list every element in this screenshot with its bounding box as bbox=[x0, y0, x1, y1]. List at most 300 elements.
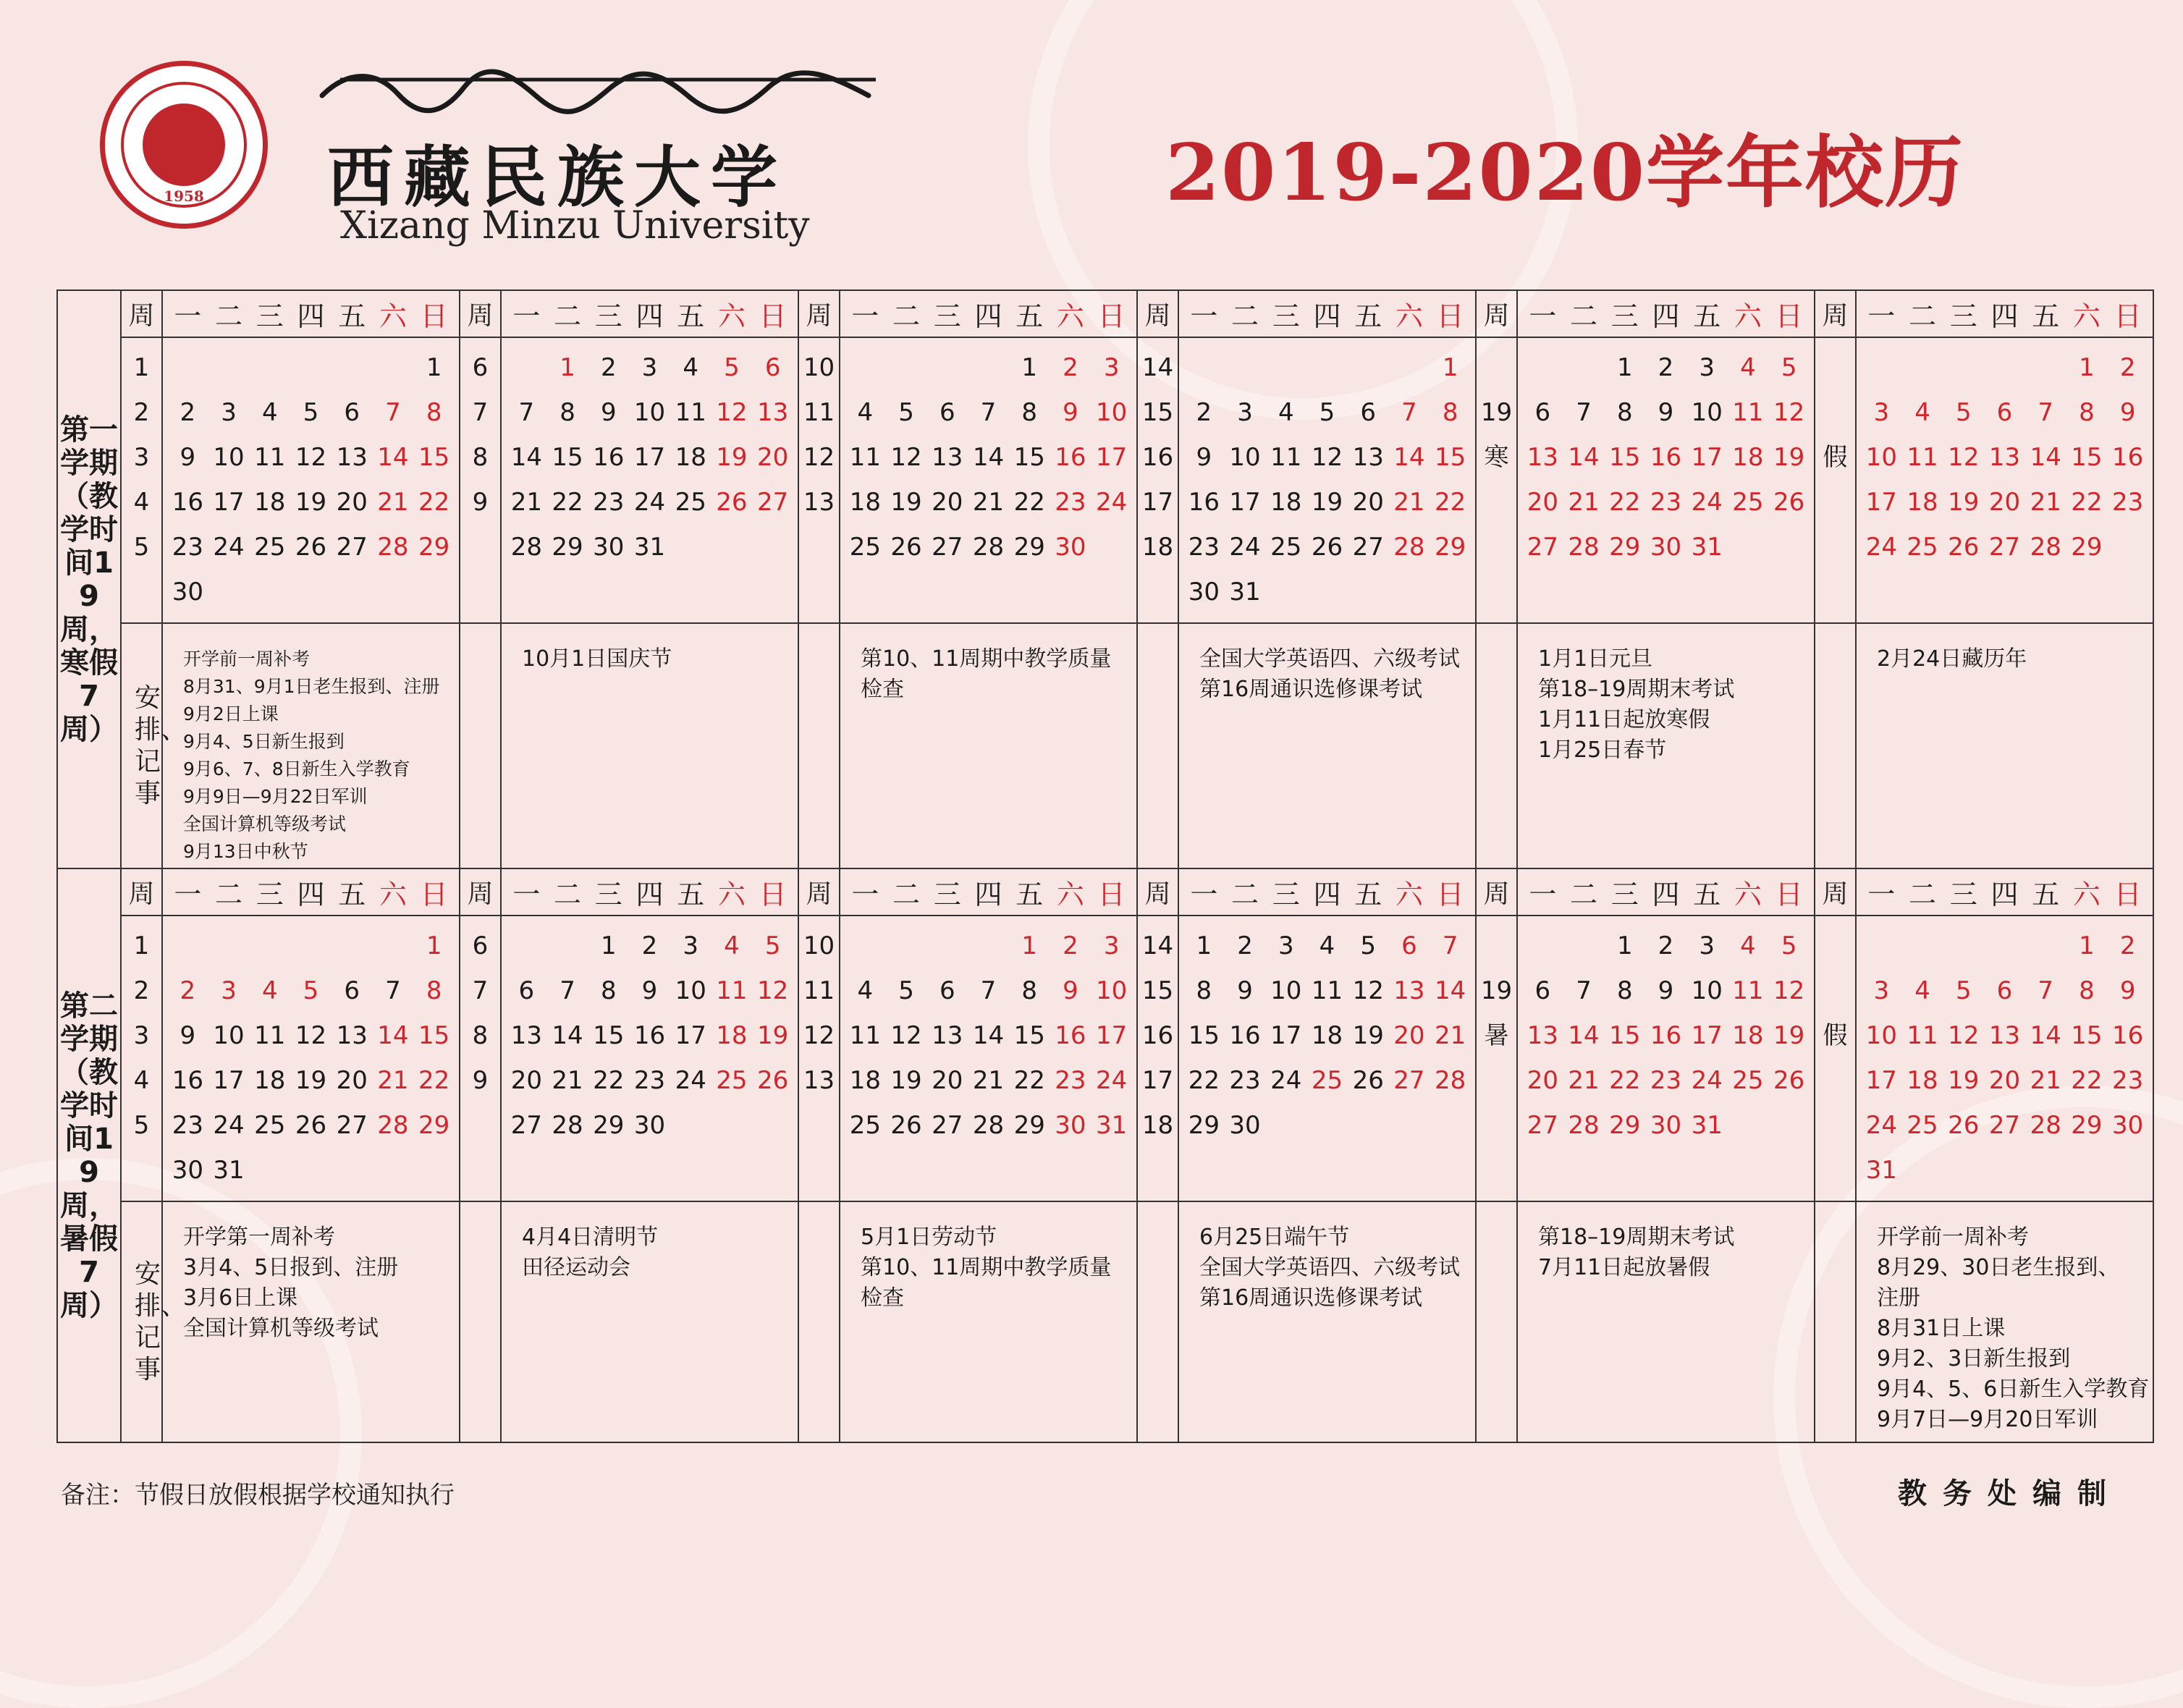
week-number bbox=[1477, 345, 1516, 390]
week-number: 19 bbox=[1480, 397, 1513, 427]
calendar-day: 28 bbox=[510, 532, 542, 562]
calendar-day: 23 bbox=[1055, 487, 1086, 517]
calendar-day: 30 bbox=[1229, 1110, 1261, 1140]
arrangements-label: 安排、记事 bbox=[121, 623, 162, 868]
calendar-day: 28 bbox=[972, 532, 1005, 562]
calendar-day: 28 bbox=[1568, 1110, 1600, 1140]
arrangements-notes bbox=[840, 623, 1137, 868]
calendar-day: 13 bbox=[932, 442, 963, 472]
calendar-day: 18 bbox=[1732, 442, 1764, 472]
week-number bbox=[1815, 1058, 1855, 1103]
calendar-day: 5 bbox=[898, 976, 914, 1005]
weekday-label: 六 bbox=[1395, 300, 1423, 332]
calendar-day: 15 bbox=[1435, 442, 1466, 472]
calendar-day: 14 bbox=[552, 1020, 583, 1050]
note-line: 注册 bbox=[1877, 1285, 1920, 1311]
week-number: 9 bbox=[472, 487, 489, 517]
calendar-day: 14 bbox=[972, 1020, 1005, 1050]
empty-day bbox=[208, 923, 250, 968]
calendar-day: 26 bbox=[890, 532, 922, 562]
calendar-day: 8 bbox=[1616, 397, 1633, 427]
calendar-day: 19 bbox=[1352, 1020, 1384, 1050]
calendar-day: 15 bbox=[418, 1020, 450, 1050]
week-numbers bbox=[1476, 916, 1517, 1201]
calendar-day: 9 bbox=[1063, 397, 1078, 427]
calendar-day: 21 bbox=[552, 1065, 583, 1095]
calendar-day: 1 bbox=[1021, 352, 1038, 382]
school-calendar-table bbox=[56, 289, 2154, 1443]
calendar-day: 5 bbox=[898, 397, 914, 427]
empty-day bbox=[1902, 923, 1943, 968]
note-line: 3月6日上课 bbox=[183, 1285, 298, 1311]
week-number bbox=[1815, 1103, 1855, 1148]
calendar-day: 1 bbox=[1021, 931, 1038, 960]
calendar-day: 12 bbox=[1948, 442, 1980, 472]
calendar-day: 13 bbox=[757, 397, 789, 427]
month-dates bbox=[1178, 337, 1476, 623]
weekday-label: 六 bbox=[1056, 300, 1084, 332]
calendar-day: 23 bbox=[593, 487, 625, 517]
footer-note: 备注：节假日放假根据学校通知执行 bbox=[61, 1481, 455, 1510]
calendar-day: 2 bbox=[180, 397, 196, 427]
arrangements-label: 安排、记事 bbox=[121, 1201, 162, 1442]
empty-day bbox=[547, 923, 588, 968]
calendar-day: 21 bbox=[1568, 1065, 1600, 1095]
week-number bbox=[1477, 923, 1516, 968]
calendar-day: 1 bbox=[1616, 931, 1633, 960]
weekday-label: 日 bbox=[759, 300, 787, 332]
weekday-label: 三 bbox=[1949, 878, 1977, 910]
arrangements-label bbox=[1137, 1201, 1178, 1442]
calendar-day: 15 bbox=[1609, 1020, 1641, 1050]
weekday-label: 六 bbox=[379, 300, 407, 332]
weekday-label: 二 bbox=[1231, 878, 1259, 910]
calendar-day: 27 bbox=[510, 1110, 542, 1140]
calendar-day: 12 bbox=[890, 442, 922, 472]
calendar-day: 18 bbox=[1907, 487, 1938, 517]
calendar-day: 23 bbox=[1055, 1065, 1086, 1095]
week-number: 5 bbox=[133, 1110, 150, 1140]
calendar-day: 20 bbox=[1393, 1020, 1425, 1050]
calendar-day: 10 bbox=[1270, 976, 1302, 1005]
calendar-day: 5 bbox=[1360, 931, 1377, 960]
week-number: 2 bbox=[133, 976, 150, 1005]
calendar-day: 26 bbox=[716, 487, 748, 517]
calendar-day: 15 bbox=[2071, 442, 2103, 472]
weekday-label: 五 bbox=[1354, 878, 1382, 910]
calendar-day: 6 bbox=[1401, 931, 1417, 960]
empty-day bbox=[2025, 345, 2066, 390]
arrangements-notes bbox=[840, 1201, 1137, 1442]
note-line: 9月13日中秋节 bbox=[183, 841, 308, 863]
calendar-day: 16 bbox=[172, 1065, 203, 1095]
week-numbers bbox=[1137, 337, 1178, 623]
calendar-day: 22 bbox=[418, 1065, 450, 1095]
calendar-day: 20 bbox=[932, 1065, 963, 1095]
calendar-day: 19 bbox=[1773, 1020, 1805, 1050]
calendar-day: 16 bbox=[2112, 442, 2144, 472]
calendar-day: 22 bbox=[1609, 487, 1641, 517]
calendar-day: 11 bbox=[254, 1020, 286, 1050]
calendar-day: 18 bbox=[1907, 1065, 1938, 1095]
calendar-day: 14 bbox=[1568, 1020, 1600, 1050]
calendar-day: 21 bbox=[972, 487, 1005, 517]
calendar-day: 2 bbox=[1658, 931, 1674, 960]
note-line: 第18–19周期末考试 bbox=[1538, 1225, 1735, 1251]
calendar-day: 10 bbox=[1865, 442, 1897, 472]
calendar-day: 28 bbox=[2030, 532, 2061, 562]
calendar-day: 1 bbox=[560, 352, 575, 382]
week-number bbox=[1815, 968, 1855, 1013]
empty-day bbox=[373, 345, 414, 390]
weekday-headers bbox=[1856, 868, 2153, 916]
arrangements-notes bbox=[501, 623, 798, 868]
calendar-day: 10 bbox=[1229, 442, 1261, 472]
calendar-day: 29 bbox=[552, 532, 583, 562]
empty-day bbox=[1522, 345, 1563, 390]
calendar-day: 25 bbox=[1907, 532, 1938, 562]
week-number: 13 bbox=[803, 487, 835, 517]
semester-label: 第二学期（教学时间19周，暑假7周） bbox=[57, 868, 121, 1442]
empty-day bbox=[249, 923, 290, 968]
weekday-headers bbox=[501, 868, 798, 916]
weekday-label: 六 bbox=[717, 300, 746, 332]
calendar-day: 12 bbox=[1352, 976, 1384, 1005]
calendar-day: 27 bbox=[1988, 532, 2021, 562]
calendar-day: 24 bbox=[213, 532, 245, 562]
calendar-day: 5 bbox=[1781, 931, 1797, 960]
weekday-label: 三 bbox=[256, 300, 284, 332]
tibetan-script-logotype bbox=[318, 67, 883, 117]
calendar-day: 3 bbox=[1699, 931, 1715, 960]
calendar-day: 1 bbox=[1616, 352, 1633, 382]
week-number: 10 bbox=[803, 352, 835, 382]
week-number: 17 bbox=[1141, 1065, 1174, 1095]
week-number bbox=[1815, 390, 1855, 435]
calendar-day: 17 bbox=[633, 442, 666, 472]
calendar-day: 20 bbox=[1352, 487, 1384, 517]
calendar-day: 18 bbox=[675, 442, 706, 472]
week-number bbox=[1477, 1103, 1516, 1148]
calendar-day: 9 bbox=[2119, 976, 2136, 1005]
footer-department: 教务处编制 bbox=[1898, 1476, 2122, 1510]
calendar-day: 16 bbox=[1188, 487, 1220, 517]
calendar-day: 7 bbox=[980, 397, 997, 427]
calendar-day: 22 bbox=[418, 487, 450, 517]
calendar-day: 18 bbox=[849, 1065, 881, 1095]
calendar-day: 9 bbox=[180, 442, 196, 472]
week-number: 1 bbox=[133, 352, 150, 382]
calendar-day: 17 bbox=[1865, 1065, 1897, 1095]
note-line: 9月2、3日新生报到 bbox=[1877, 1346, 2071, 1372]
calendar-day: 29 bbox=[593, 1110, 625, 1140]
calendar-day: 27 bbox=[757, 487, 789, 517]
calendar-day: 2 bbox=[1237, 931, 1253, 960]
weekday-label: 二 bbox=[554, 878, 582, 910]
empty-day bbox=[1183, 345, 1225, 390]
calendar-day: 8 bbox=[426, 397, 442, 427]
weekday-label: 六 bbox=[1395, 878, 1423, 910]
arrangements-label bbox=[1476, 1201, 1517, 1442]
calendar-day: 15 bbox=[1013, 1020, 1045, 1050]
calendar-day: 28 bbox=[2030, 1110, 2061, 1140]
arrangements-label bbox=[1815, 623, 1856, 868]
calendar-day: 27 bbox=[932, 532, 963, 562]
calendar-day: 23 bbox=[1188, 532, 1220, 562]
calendar-day: 6 bbox=[1996, 976, 2013, 1005]
calendar-day: 14 bbox=[1393, 442, 1425, 472]
week-number: 17 bbox=[1141, 487, 1174, 517]
empty-day bbox=[1902, 345, 1943, 390]
calendar-day: 18 bbox=[849, 487, 881, 517]
calendar-day: 10 bbox=[633, 397, 666, 427]
calendar-day: 20 bbox=[1988, 1065, 2021, 1095]
calendar-day: 2 bbox=[1658, 352, 1674, 382]
month-dates bbox=[1856, 337, 2153, 623]
calendar-day: 4 bbox=[1319, 931, 1335, 960]
calendar-day: 6 bbox=[344, 397, 360, 427]
calendar-day: 27 bbox=[1527, 532, 1558, 562]
calendar-day: 11 bbox=[254, 442, 286, 472]
calendar-day: 25 bbox=[1907, 1110, 1938, 1140]
calendar-day: 28 bbox=[377, 1110, 409, 1140]
weekday-label: 三 bbox=[1949, 300, 1977, 332]
calendar-day: 22 bbox=[552, 487, 583, 517]
calendar-day: 15 bbox=[2071, 1020, 2103, 1050]
calendar-day: 19 bbox=[1311, 487, 1343, 517]
calendar-day: 12 bbox=[716, 397, 748, 427]
weekday-label: 一 bbox=[851, 878, 879, 910]
calendar-day: 29 bbox=[1013, 532, 1045, 562]
week-numbers bbox=[121, 337, 162, 623]
week-number: 8 bbox=[472, 1020, 489, 1050]
calendar-day: 6 bbox=[1360, 397, 1377, 427]
calendar-day: 8 bbox=[560, 397, 575, 427]
arrangements-label bbox=[460, 623, 501, 868]
arrangements-notes bbox=[162, 1201, 460, 1442]
weekday-label: 日 bbox=[1775, 878, 1803, 910]
calendar-day: 28 bbox=[972, 1110, 1005, 1140]
calendar-day: 13 bbox=[1393, 976, 1425, 1005]
weekday-label: 三 bbox=[594, 300, 622, 332]
arrangements-notes bbox=[1517, 1201, 1815, 1442]
weekday-label: 一 bbox=[174, 878, 202, 910]
empty-day bbox=[332, 923, 373, 968]
empty-day bbox=[1306, 345, 1348, 390]
dates-row bbox=[57, 337, 2153, 623]
weekday-label: 四 bbox=[297, 300, 325, 332]
weekday-label: 一 bbox=[1867, 878, 1896, 910]
calendar-day: 14 bbox=[2030, 442, 2061, 472]
week-column-header: 周 bbox=[121, 868, 162, 916]
calendar-day: 11 bbox=[1732, 397, 1764, 427]
arrangements-notes bbox=[1178, 1201, 1476, 1442]
university-logo-seal bbox=[100, 61, 268, 229]
calendar-day: 18 bbox=[716, 1020, 748, 1050]
weekday-label: 二 bbox=[892, 300, 921, 332]
note-line: 1月11日起放寒假 bbox=[1538, 707, 1710, 733]
calendar-day: 27 bbox=[1352, 532, 1384, 562]
calendar-day: 29 bbox=[1609, 532, 1641, 562]
weekday-label: 四 bbox=[636, 300, 664, 332]
empty-day bbox=[845, 345, 886, 390]
week-number: 6 bbox=[472, 352, 489, 382]
note-line: 开学前一周补考 bbox=[1877, 1225, 2029, 1251]
calendar-day: 17 bbox=[675, 1020, 706, 1050]
calendar-day: 21 bbox=[510, 487, 542, 517]
calendar-day: 28 bbox=[377, 532, 409, 562]
week-column-header: 周 bbox=[1815, 290, 1856, 337]
calendar-day: 9 bbox=[641, 976, 658, 1005]
weekday-label: 二 bbox=[1570, 878, 1598, 910]
semester-label: 第一学期（教学时间19周，寒假7周） bbox=[57, 290, 121, 868]
calendar-day: 22 bbox=[593, 1065, 625, 1095]
calendar-day: 8 bbox=[600, 976, 617, 1005]
week-number: 2 bbox=[133, 397, 150, 427]
calendar-day: 2 bbox=[2119, 931, 2136, 960]
weekday-label: 日 bbox=[420, 878, 448, 910]
calendar-day: 15 bbox=[1013, 442, 1045, 472]
weekday-label: 一 bbox=[1867, 300, 1896, 332]
note-line: 8月29、30日老生报到、 bbox=[1877, 1255, 2120, 1281]
calendar-day: 11 bbox=[1732, 976, 1764, 1005]
calendar-day: 28 bbox=[1568, 532, 1600, 562]
calendar-day: 19 bbox=[295, 1065, 327, 1095]
calendar-day: 1 bbox=[600, 931, 617, 960]
week-column-header: 周 bbox=[1476, 290, 1517, 337]
calendar-day: 10 bbox=[1096, 976, 1128, 1005]
week-number: 15 bbox=[1141, 397, 1174, 427]
calendar-day: 4 bbox=[1914, 397, 1930, 427]
weekday-label: 二 bbox=[215, 300, 243, 332]
calendar-day: 2 bbox=[1063, 352, 1078, 382]
calendar-day: 21 bbox=[377, 487, 409, 517]
calendar-day: 11 bbox=[1311, 976, 1343, 1005]
weekday-label: 日 bbox=[2114, 878, 2142, 910]
weekday-label: 一 bbox=[1190, 300, 1218, 332]
calendar-day: 15 bbox=[1609, 442, 1641, 472]
weekday-label: 日 bbox=[1097, 878, 1126, 910]
calendar-day: 14 bbox=[2030, 1020, 2061, 1050]
weekday-headers bbox=[1517, 868, 1815, 916]
calendar-day: 23 bbox=[2112, 1065, 2144, 1095]
weekday-headers bbox=[1517, 290, 1815, 337]
empty-day bbox=[1563, 923, 1605, 968]
weekday-label: 二 bbox=[892, 878, 921, 910]
month-dates bbox=[840, 337, 1137, 623]
calendar-day: 19 bbox=[1773, 442, 1805, 472]
calendar-day: 9 bbox=[600, 397, 617, 427]
calendar-day: 17 bbox=[1270, 1020, 1302, 1050]
calendar-day: 5 bbox=[1955, 976, 1972, 1005]
dates-row bbox=[57, 916, 2153, 1201]
calendar-day: 18 bbox=[1311, 1020, 1343, 1050]
note-line: 7月11日起放暑假 bbox=[1538, 1255, 1710, 1281]
calendar-day: 7 bbox=[518, 397, 535, 427]
week-column-header: 周 bbox=[798, 868, 840, 916]
weekday-headers bbox=[162, 290, 460, 337]
arrangements-label bbox=[460, 1201, 501, 1442]
empty-day bbox=[332, 345, 373, 390]
calendar-day: 6 bbox=[1534, 976, 1551, 1005]
weekday-label: 一 bbox=[1529, 878, 1557, 910]
calendar-day: 27 bbox=[1988, 1110, 2021, 1140]
weekday-label: 五 bbox=[1693, 878, 1721, 910]
weekday-label: 一 bbox=[512, 878, 541, 910]
seal-year: 1958 bbox=[164, 187, 204, 205]
calendar-day: 27 bbox=[1393, 1065, 1425, 1095]
empty-day bbox=[1984, 923, 2025, 968]
calendar-day: 8 bbox=[2079, 397, 2095, 427]
calendar-day: 26 bbox=[1948, 532, 1980, 562]
weekday-label: 五 bbox=[2032, 300, 2060, 332]
calendar-day: 29 bbox=[1609, 1110, 1641, 1140]
calendar-day: 4 bbox=[1740, 352, 1756, 382]
arrangements-notes bbox=[1856, 623, 2153, 868]
calendar-day: 23 bbox=[2112, 487, 2144, 517]
week-numbers bbox=[798, 916, 840, 1201]
calendar-day: 17 bbox=[1691, 1020, 1723, 1050]
note-line: 1月1日元旦 bbox=[1538, 646, 1653, 672]
calendar-day: 24 bbox=[675, 1065, 706, 1095]
calendar-day: 16 bbox=[1650, 1020, 1682, 1050]
calendar-day: 23 bbox=[172, 1110, 203, 1140]
note-line: 9月9日—9月22日军训 bbox=[183, 786, 368, 808]
calendar-day: 27 bbox=[1527, 1110, 1558, 1140]
calendar-day: 8 bbox=[1442, 397, 1458, 427]
calendar-day: 13 bbox=[932, 1020, 963, 1050]
vacation-label: 寒 bbox=[1484, 442, 1509, 472]
calendar-day: 31 bbox=[1691, 1110, 1723, 1140]
empty-day bbox=[886, 345, 927, 390]
calendar-day: 3 bbox=[221, 397, 237, 427]
calendar-day: 24 bbox=[1096, 487, 1128, 517]
calendar-day: 1 bbox=[1442, 352, 1458, 382]
weekday-label: 四 bbox=[636, 878, 664, 910]
vacation-label: 暑 bbox=[1484, 1020, 1509, 1050]
calendar-day: 16 bbox=[1650, 442, 1682, 472]
note-line: 检查 bbox=[861, 677, 904, 703]
month-dates bbox=[1856, 916, 2153, 1201]
calendar-day: 27 bbox=[932, 1110, 963, 1140]
calendar-day: 23 bbox=[1650, 1065, 1682, 1095]
calendar-day: 20 bbox=[932, 487, 963, 517]
empty-day bbox=[886, 923, 927, 968]
weekday-headers bbox=[1178, 868, 1476, 916]
arrangements-notes bbox=[1517, 623, 1815, 868]
calendar-day: 16 bbox=[633, 1020, 666, 1050]
week-number: 5 bbox=[133, 532, 150, 562]
calendar-day: 2 bbox=[2119, 352, 2136, 382]
calendar-day: 20 bbox=[510, 1065, 542, 1095]
note-line: 全国计算机等级考试 bbox=[183, 1316, 379, 1342]
note-line: 4月4日清明节 bbox=[522, 1225, 659, 1251]
calendar-day: 7 bbox=[385, 397, 401, 427]
calendar-day: 21 bbox=[1568, 487, 1600, 517]
week-number: 3 bbox=[133, 442, 150, 472]
weekday-label: 六 bbox=[1056, 878, 1084, 910]
empty-day bbox=[290, 923, 332, 968]
calendar-day: 29 bbox=[418, 1110, 450, 1140]
calendar-day: 14 bbox=[1568, 442, 1600, 472]
calendar-day: 10 bbox=[1096, 397, 1128, 427]
weekday-headers bbox=[1856, 290, 2153, 337]
calendar-day: 18 bbox=[254, 487, 286, 517]
calendar-day: 20 bbox=[757, 442, 789, 472]
calendar-day: 3 bbox=[221, 976, 237, 1005]
weekday-label: 五 bbox=[2032, 878, 2060, 910]
weekday-label: 三 bbox=[256, 878, 284, 910]
